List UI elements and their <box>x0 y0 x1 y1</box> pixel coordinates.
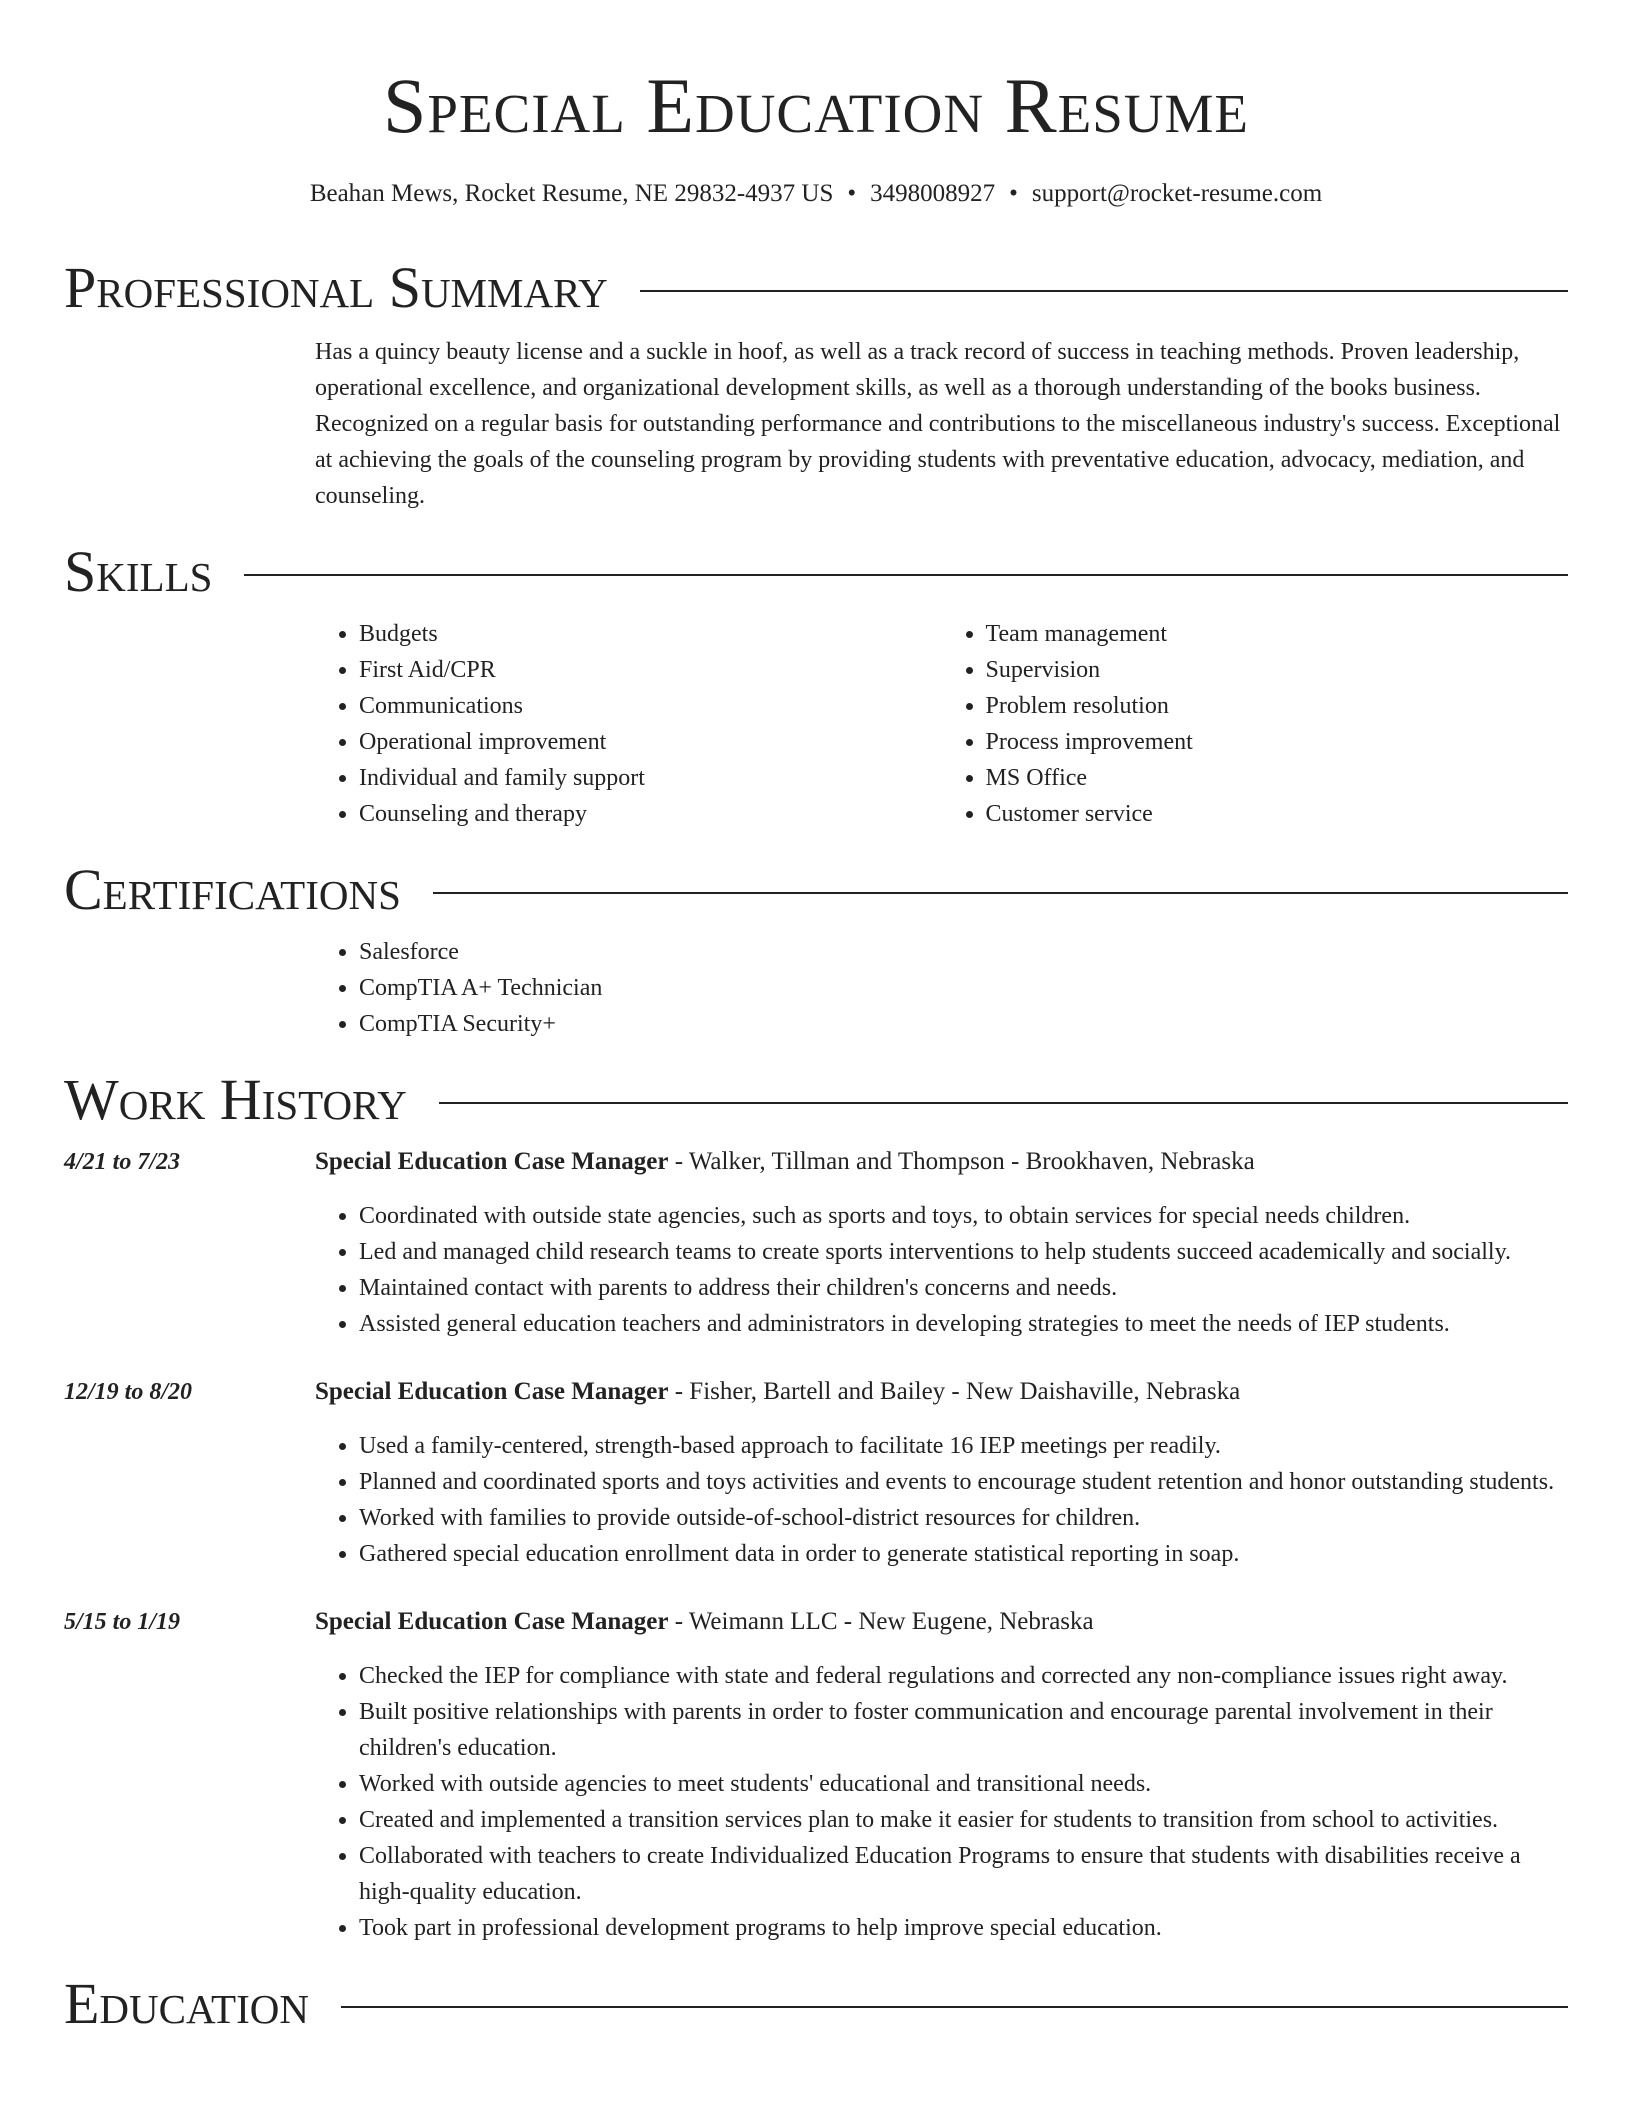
resume-title: Special Education Resume <box>382 62 1250 149</box>
contact-address: Beahan Mews, Rocket Resume, NE 29832-4937 US <box>309 180 834 207</box>
work-history-section-heading <box>64 1068 1568 1132</box>
skill-item: • MS Office <box>986 760 1569 796</box>
resume-page <box>64 0 1568 2036</box>
job-employer: - Weimann LLC - New Eugene, Nebraska <box>668 1608 1094 1635</box>
job-bullet: • Checked the IEP for compliance with state and federal regulations and corrected any non-compliance issues right away. <box>359 1658 1568 1694</box>
job-employer: - Fisher, Bartell and Bailey - New Daishaville, Nebraska <box>668 1378 1241 1405</box>
certification-item: • CompTIA Security+ <box>359 1006 1568 1042</box>
skill-item: • Operational improvement <box>359 724 942 760</box>
skill-item: • Team management <box>986 616 1569 652</box>
contact-separator: • <box>847 180 857 207</box>
job-role: Special Education Case Manager <box>315 1378 669 1405</box>
certifications-section-heading <box>64 858 1568 922</box>
certifications-list <box>315 934 1568 1042</box>
certifications-heading: Certifications <box>64 857 401 922</box>
education-heading: Education <box>64 1971 309 2036</box>
job-dates: 5/15 to 1/19 <box>64 1609 181 1635</box>
job-header <box>315 1604 1568 1640</box>
job-bullet: • Worked with families to provide outside-of-school-district resources for children. <box>359 1500 1568 1536</box>
job-bullet: • Planned and coordinated sports and toys activities and events to encourage student retention and honor outstanding students. <box>359 1464 1568 1500</box>
section-divider <box>640 290 1568 292</box>
job-bullet: • Maintained contact with parents to address their children's concerns and needs. <box>359 1270 1568 1306</box>
skill-item: • Budgets <box>359 616 942 652</box>
certification-item: • Salesforce <box>359 934 1568 970</box>
job-entry <box>64 1374 1568 1572</box>
skill-item: • Counseling and therapy <box>359 796 942 832</box>
job-bullet: • Created and implemented a transition services plan to make it easier for students to transition from school to activities. <box>359 1802 1568 1838</box>
summary-body <box>315 334 1568 514</box>
contact-separator: • <box>1009 180 1018 207</box>
job-bullet: • Took part in professional development programs to help improve special education. <box>359 1910 1568 1946</box>
job-employer: - Walker, Tillman and Thompson - Brookhaven, Nebraska <box>668 1148 1255 1175</box>
job-bullets <box>315 1658 1568 1946</box>
section-divider <box>433 892 1568 894</box>
certification-item: • CompTIA A+ Technician <box>359 970 1568 1006</box>
job-details <box>315 1604 1568 1946</box>
job-header <box>315 1144 1568 1180</box>
job-bullet: • Led and managed child research teams to create sports interventions to help students succeed academically and socially. <box>359 1234 1568 1270</box>
section-divider <box>439 1102 1568 1104</box>
skill-item: • Individual and family support <box>359 760 942 796</box>
job-bullet: • Gathered special education enrollment data in order to generate statistical reporting in soap. <box>359 1536 1568 1572</box>
skills-heading: Skills <box>64 539 213 604</box>
skill-item: • Customer service <box>986 796 1569 832</box>
job-bullet: • Assisted general education teachers and administrators in developing strategies to meet the needs of IEP students. <box>359 1306 1568 1342</box>
job-details <box>315 1144 1568 1342</box>
skills-columns <box>315 616 1568 832</box>
skills-list-right <box>942 616 1569 832</box>
skill-item: • Process improvement <box>986 724 1569 760</box>
skill-item: • First Aid/CPR <box>359 652 942 688</box>
summary-heading: Professional Summary <box>64 255 608 320</box>
section-divider <box>244 574 1568 576</box>
job-role: Special Education Case Manager <box>315 1608 669 1635</box>
job-bullet: • Worked with outside agencies to meet students' educational and transitional needs. <box>359 1766 1568 1802</box>
contact-line <box>64 178 1568 210</box>
contact-email[interactable]: support@rocket-resume.com <box>1031 180 1323 207</box>
job-bullet: • Collaborated with teachers to create Individualized Education Programs to ensure that students with disabilities receive a high-quality education. <box>359 1838 1568 1910</box>
summary-section-heading <box>64 256 1568 320</box>
job-dates: 12/19 to 8/20 <box>64 1379 193 1405</box>
job-bullets <box>315 1428 1568 1572</box>
skill-item: • Supervision <box>986 652 1569 688</box>
job-entry <box>64 1604 1568 1946</box>
job-entry <box>64 1144 1568 1342</box>
section-divider <box>341 2006 1568 2008</box>
skills-section-heading <box>64 540 1568 604</box>
contact-phone: 3498008927 <box>870 180 996 207</box>
summary-text: Has a quincy beauty license and a suckle in hoof, as well as a track record of success in teaching methods. Proven leadership, operational excellence, and organizational development skills, as well as a thorough understanding of the books business. Recognized on a regular basis for outstanding performance and contributions to the miscellaneous industry's success. Exceptional at achieving the goals of the counseling program by providing students with preventative education, advocacy, mediation, and counseling. <box>315 339 1561 509</box>
education-section-heading <box>64 1972 1568 2036</box>
job-details <box>315 1374 1568 1572</box>
skills-list-left <box>315 616 942 832</box>
job-bullet: • Built positive relationships with parents in order to foster communication and encourage parental involvement in their children's education. <box>359 1694 1568 1766</box>
work-history-heading: Work History <box>64 1067 407 1132</box>
job-role: Special Education Case Manager <box>315 1148 669 1175</box>
job-bullets <box>315 1198 1568 1342</box>
skill-item: • Problem resolution <box>986 688 1569 724</box>
skills-body <box>315 616 1568 832</box>
job-bullet: • Coordinated with outside state agencies, such as sports and toys, to obtain services for special needs children. <box>359 1198 1568 1234</box>
skill-item: • Communications <box>359 688 942 724</box>
certifications-body <box>315 934 1568 1042</box>
job-header <box>315 1374 1568 1410</box>
job-bullet: • Used a family-centered, strength-based approach to facilitate 16 IEP meetings per readily. <box>359 1428 1568 1464</box>
job-dates: 4/21 to 7/23 <box>64 1149 181 1175</box>
